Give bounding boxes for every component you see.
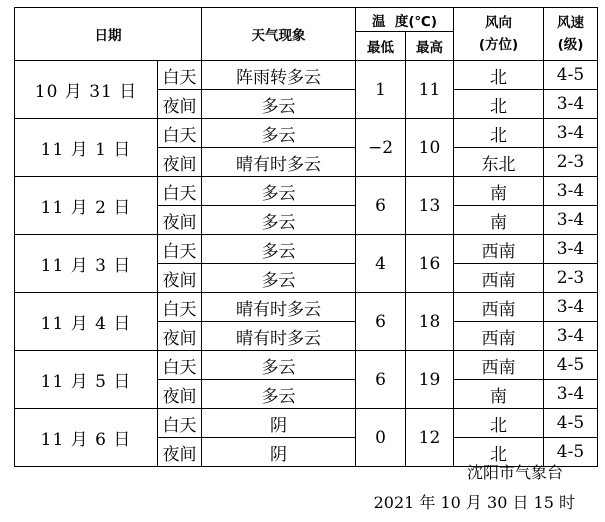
wind-direction-cell: 西南 (454, 351, 544, 380)
period-cell: 夜间 (158, 380, 202, 409)
wind-speed-cell: 4-5 (544, 409, 598, 438)
weather-cell: 多云 (202, 264, 356, 293)
wind-direction-cell: 北 (454, 119, 544, 148)
wind-direction-cell: 北 (454, 438, 544, 467)
wind-speed-cell: 3-4 (544, 322, 598, 351)
wind-speed-cell: 3-4 (544, 177, 598, 206)
wind-speed-cell: 3-4 (544, 119, 598, 148)
wind-speed-cell: 3-4 (544, 90, 598, 119)
weather-cell: 多云 (202, 351, 356, 380)
header-temp-min: 最低 (356, 32, 406, 61)
wind-direction-cell: 东北 (454, 148, 544, 177)
forecast-row-day (15, 61, 598, 90)
weather-cell: 阴 (202, 409, 356, 438)
weather-cell: 多云 (202, 235, 356, 264)
date-cell: 11 月 5 日 (15, 351, 158, 409)
header-wind-direction-sub: (方位) (478, 37, 519, 53)
header-wind-speed-label: 风速 (557, 15, 584, 31)
wind-speed-cell: 3-4 (544, 235, 598, 264)
period-cell: 白天 (158, 409, 202, 438)
forecast-row-day (15, 293, 598, 322)
weather-cell: 多云 (202, 380, 356, 409)
period-cell: 白天 (158, 61, 202, 90)
period-cell: 白天 (158, 293, 202, 322)
wind-direction-cell: 西南 (454, 264, 544, 293)
period-cell: 夜间 (158, 90, 202, 119)
wind-speed-cell: 3-4 (544, 380, 598, 409)
period-cell: 夜间 (158, 322, 202, 351)
date-cell: 11 月 1 日 (15, 119, 158, 177)
header-wind-direction-label: 风向 (485, 15, 512, 31)
forecast-row-day (15, 119, 598, 148)
weather-cell: 晴有时多云 (202, 148, 356, 177)
temp-min-cell: 6 (356, 293, 406, 351)
weather-cell: 晴有时多云 (202, 322, 356, 351)
forecast-body (15, 61, 598, 467)
wind-direction-cell: 南 (454, 177, 544, 206)
weather-cell: 晴有时多云 (202, 293, 356, 322)
temp-min-cell: 4 (356, 235, 406, 293)
temp-max-cell: 19 (406, 351, 454, 409)
forecast-row-day (15, 409, 598, 438)
date-cell: 11 月 3 日 (15, 235, 158, 293)
wind-speed-cell: 3-4 (544, 293, 598, 322)
period-cell: 夜间 (158, 438, 202, 467)
weather-cell: 阴 (202, 438, 356, 467)
header-temperature: 温 度(℃) (356, 8, 454, 32)
weather-cell: 多云 (202, 90, 356, 119)
header-temp-max: 最高 (406, 32, 454, 61)
wind-speed-cell: 4-5 (544, 61, 598, 90)
date-cell: 10 月 31 日 (15, 61, 158, 119)
temp-min-cell: −2 (356, 119, 406, 177)
period-cell: 白天 (158, 351, 202, 380)
weather-cell: 多云 (202, 177, 356, 206)
temp-max-cell: 11 (406, 61, 454, 119)
forecast-row-day (15, 177, 598, 206)
weather-cell: 多云 (202, 119, 356, 148)
period-cell: 夜间 (158, 264, 202, 293)
period-cell: 夜间 (158, 148, 202, 177)
header-wind-direction (454, 8, 544, 61)
wind-direction-cell: 北 (454, 409, 544, 438)
header-wind-speed (544, 8, 598, 61)
wind-speed-cell: 2-3 (544, 264, 598, 293)
temp-min-cell: 0 (356, 409, 406, 467)
issue-time: 2021 年 10 月 30 日 15 时 (373, 493, 575, 512)
wind-direction-cell: 西南 (454, 293, 544, 322)
wind-speed-cell: 4-5 (544, 351, 598, 380)
temp-max-cell: 12 (406, 409, 454, 467)
wind-direction-cell: 北 (454, 61, 544, 90)
date-cell: 11 月 4 日 (15, 293, 158, 351)
wind-direction-cell: 北 (454, 90, 544, 119)
wind-direction-cell: 南 (454, 206, 544, 235)
header-weather: 天气现象 (202, 8, 356, 61)
temp-max-cell: 16 (406, 235, 454, 293)
period-cell: 白天 (158, 119, 202, 148)
wind-direction-cell: 南 (454, 380, 544, 409)
period-cell: 白天 (158, 235, 202, 264)
temp-max-cell: 13 (406, 177, 454, 235)
wind-speed-cell: 2-3 (544, 148, 598, 177)
temp-min-cell: 1 (356, 61, 406, 119)
header-wind-speed-sub: (级) (557, 37, 584, 53)
period-cell: 夜间 (158, 206, 202, 235)
temp-max-cell: 18 (406, 293, 454, 351)
forecast-row-day (15, 351, 598, 380)
forecast-row-day (15, 235, 598, 264)
forecast-table (14, 7, 598, 467)
wind-speed-cell: 3-4 (544, 206, 598, 235)
wind-direction-cell: 西南 (454, 322, 544, 351)
temp-min-cell: 6 (356, 177, 406, 235)
date-cell: 11 月 2 日 (15, 177, 158, 235)
weather-cell: 多云 (202, 206, 356, 235)
issuing-agency: 沈阳市气象台 (466, 463, 563, 482)
date-cell: 11 月 6 日 (15, 409, 158, 467)
temp-max-cell: 10 (406, 119, 454, 177)
temp-min-cell: 6 (356, 351, 406, 409)
header-date: 日期 (15, 8, 202, 61)
wind-direction-cell: 西南 (454, 235, 544, 264)
weather-cell: 阵雨转多云 (202, 61, 356, 90)
wind-speed-cell: 4-5 (544, 438, 598, 467)
period-cell: 白天 (158, 177, 202, 206)
